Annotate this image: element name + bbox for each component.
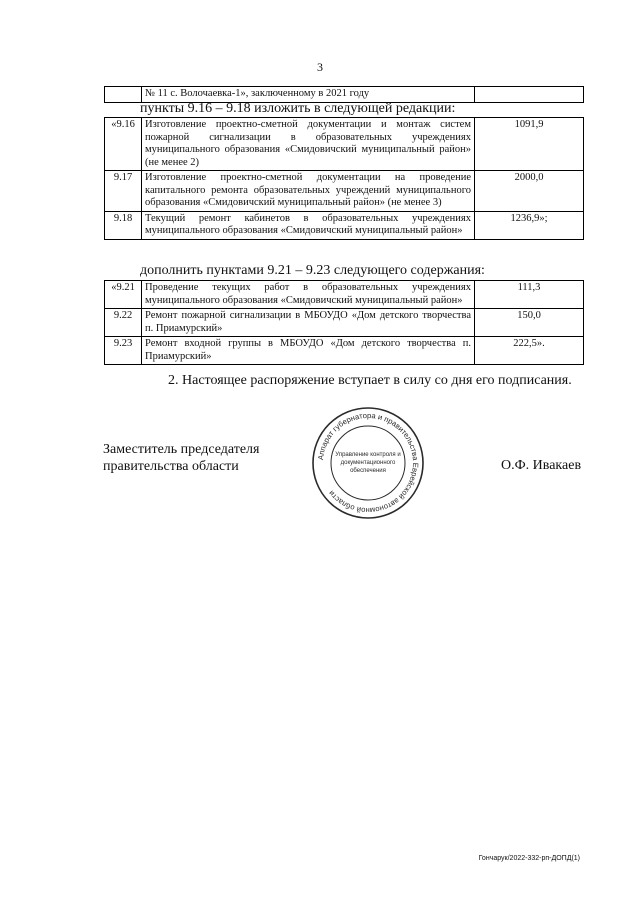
item-value: 2000,0 — [475, 171, 584, 212]
table-row — [105, 337, 584, 365]
signatory-title-line: правительства области — [103, 459, 239, 474]
table-row — [105, 87, 584, 103]
item-description: Ремонт пожарной сигнализации в МБОУДО «Дом детского творчества п. Приамурский» — [142, 309, 475, 337]
table-cell-empty — [475, 87, 584, 103]
stamp-ring-text: Аппарат губернатора и правительства Еврейской автономной области — [316, 410, 421, 516]
item-number: «9.21 — [105, 281, 142, 309]
item-value: 222,5». — [475, 337, 584, 365]
item-value: 150,0 — [475, 309, 584, 337]
table-row — [105, 171, 584, 212]
item-description: Проведение текущих работ в образовательных учреждениях муниципального образования «Смидовичский муниципальный район» — [142, 281, 475, 309]
table-cell-empty — [105, 87, 142, 103]
signatory-title — [103, 441, 259, 475]
table-cell-description: № 11 с. Волочаевка-1», заключенному в 2021 году — [142, 87, 475, 103]
page-number: 3 — [317, 60, 323, 74]
item-value: 1236,9»; — [475, 211, 584, 239]
instruction-text: дополнить пунктами 9.21 – 9.23 следующего содержания: — [140, 263, 485, 278]
stamp-center-text: Управление контроля и — [335, 452, 401, 458]
table-row — [105, 118, 584, 171]
stamp-center-text: обеспечения — [350, 468, 386, 474]
table-row — [105, 309, 584, 337]
amendment-table-2 — [104, 280, 584, 365]
item-number: 9.23 — [105, 337, 142, 365]
table-row — [105, 211, 584, 239]
item-number: 9.17 — [105, 171, 142, 212]
item-number: 9.22 — [105, 309, 142, 337]
stamp-center-text: документационного — [340, 460, 396, 466]
official-stamp — [310, 405, 426, 521]
document-code: Гончарук/2022-332-рп-ДОПД(1) — [478, 855, 580, 862]
item-description: Ремонт входной группы в МБОУДО «Дом детского творчества п. Приамурский» — [142, 337, 475, 365]
signatory-title-line: Заместитель председателя — [103, 442, 260, 457]
item-description: Изготовление проектно-сметной документации на проведение капитального ремонта образовательных учреждений муниципального образования «Смидовичский муниципальный район» (не менее 3) — [142, 171, 475, 212]
signatory-name: О.Ф. Ивакаев — [501, 458, 582, 473]
table-row — [105, 281, 584, 309]
item-number: «9.16 — [105, 118, 142, 171]
item-value: 111,3 — [475, 281, 584, 309]
item-number: 9.18 — [105, 211, 142, 239]
item-description: Изготовление проектно-сметной документации и монтаж систем пожарной сигнализации в образовательных учреждениях муниципального образования «Смидовичский муниципальный район» (не менее 2) — [142, 118, 475, 171]
paragraph-text: 2. Настоящее распоряжение вступает в силу со дня его подписания. — [168, 373, 572, 388]
instruction-text: пункты 9.16 – 9.18 изложить в следующей редакции: — [140, 101, 456, 116]
amendment-table-1 — [104, 117, 584, 240]
item-value: 1091,9 — [475, 118, 584, 171]
item-description: Текущий ремонт кабинетов в образовательных учреждениях муниципального образования «Смидовичский муниципальный район» — [142, 211, 475, 239]
